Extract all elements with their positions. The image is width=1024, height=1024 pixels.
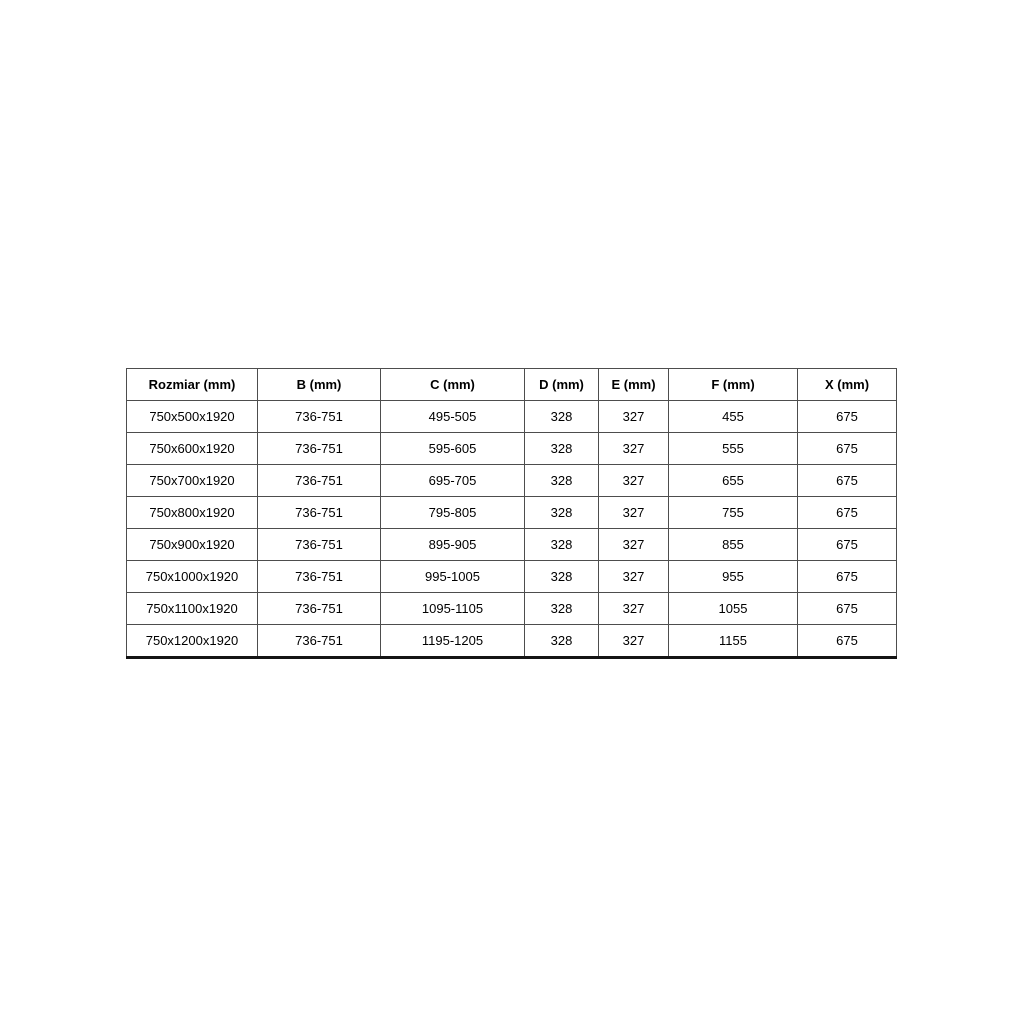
table-cell: 327: [599, 497, 669, 529]
table-cell: 750x900x1920: [127, 529, 258, 561]
table-cell: 555: [669, 433, 798, 465]
table-cell: 328: [525, 529, 599, 561]
table-cell: 1055: [669, 593, 798, 625]
table-row: [127, 497, 897, 529]
table-cell: 655: [669, 465, 798, 497]
table-cell: 675: [798, 401, 897, 433]
table-cell: 675: [798, 529, 897, 561]
table-body: [127, 401, 897, 658]
table-cell: 328: [525, 593, 599, 625]
table-header: [127, 369, 897, 401]
table-cell: 855: [669, 529, 798, 561]
table-cell: 675: [798, 497, 897, 529]
table-cell: 750x1000x1920: [127, 561, 258, 593]
table-cell: 1195-1205: [381, 625, 525, 658]
table-cell: 1095-1105: [381, 593, 525, 625]
table-cell: 328: [525, 433, 599, 465]
table-row: [127, 561, 897, 593]
table-cell: 328: [525, 497, 599, 529]
table-cell: 795-805: [381, 497, 525, 529]
table-cell: 328: [525, 625, 599, 658]
table-cell: 736-751: [258, 433, 381, 465]
table-cell: 327: [599, 401, 669, 433]
table-cell: 327: [599, 625, 669, 658]
table-cell: 327: [599, 561, 669, 593]
size-spec-table-container: [126, 368, 896, 659]
table-row: [127, 593, 897, 625]
table-row: [127, 433, 897, 465]
column-header-e: E (mm): [599, 369, 669, 401]
table-row: [127, 465, 897, 497]
table-row: [127, 529, 897, 561]
table-cell: 736-751: [258, 529, 381, 561]
table-cell: 736-751: [258, 593, 381, 625]
table-cell: 675: [798, 465, 897, 497]
column-header-c: C (mm): [381, 369, 525, 401]
column-header-x: X (mm): [798, 369, 897, 401]
table-cell: 750x800x1920: [127, 497, 258, 529]
column-header-rozmiar: Rozmiar (mm): [127, 369, 258, 401]
table-cell: 995-1005: [381, 561, 525, 593]
table-cell: 328: [525, 401, 599, 433]
table-cell: 495-505: [381, 401, 525, 433]
table-cell: 736-751: [258, 561, 381, 593]
table-cell: 695-705: [381, 465, 525, 497]
column-header-f: F (mm): [669, 369, 798, 401]
table-cell: 675: [798, 593, 897, 625]
table-cell: 736-751: [258, 401, 381, 433]
table-cell: 736-751: [258, 465, 381, 497]
table-cell: 895-905: [381, 529, 525, 561]
table-cell: 595-605: [381, 433, 525, 465]
table-cell: 750x600x1920: [127, 433, 258, 465]
column-header-d: D (mm): [525, 369, 599, 401]
size-spec-table: [126, 368, 897, 659]
table-cell: 327: [599, 529, 669, 561]
table-cell: 736-751: [258, 625, 381, 658]
table-cell: 675: [798, 625, 897, 658]
table-cell: 455: [669, 401, 798, 433]
column-header-b: B (mm): [258, 369, 381, 401]
table-cell: 955: [669, 561, 798, 593]
table-header-row: [127, 369, 897, 401]
table-cell: 750x1100x1920: [127, 593, 258, 625]
table-cell: 750x700x1920: [127, 465, 258, 497]
table-row: [127, 401, 897, 433]
table-cell: 328: [525, 465, 599, 497]
table-cell: 675: [798, 561, 897, 593]
table-cell: 1155: [669, 625, 798, 658]
table-cell: 750x500x1920: [127, 401, 258, 433]
table-cell: 328: [525, 561, 599, 593]
table-cell: 675: [798, 433, 897, 465]
table-cell: 327: [599, 465, 669, 497]
table-cell: 327: [599, 433, 669, 465]
table-cell: 755: [669, 497, 798, 529]
table-cell: 327: [599, 593, 669, 625]
table-cell: 750x1200x1920: [127, 625, 258, 658]
table-cell: 736-751: [258, 497, 381, 529]
table-row: [127, 625, 897, 658]
